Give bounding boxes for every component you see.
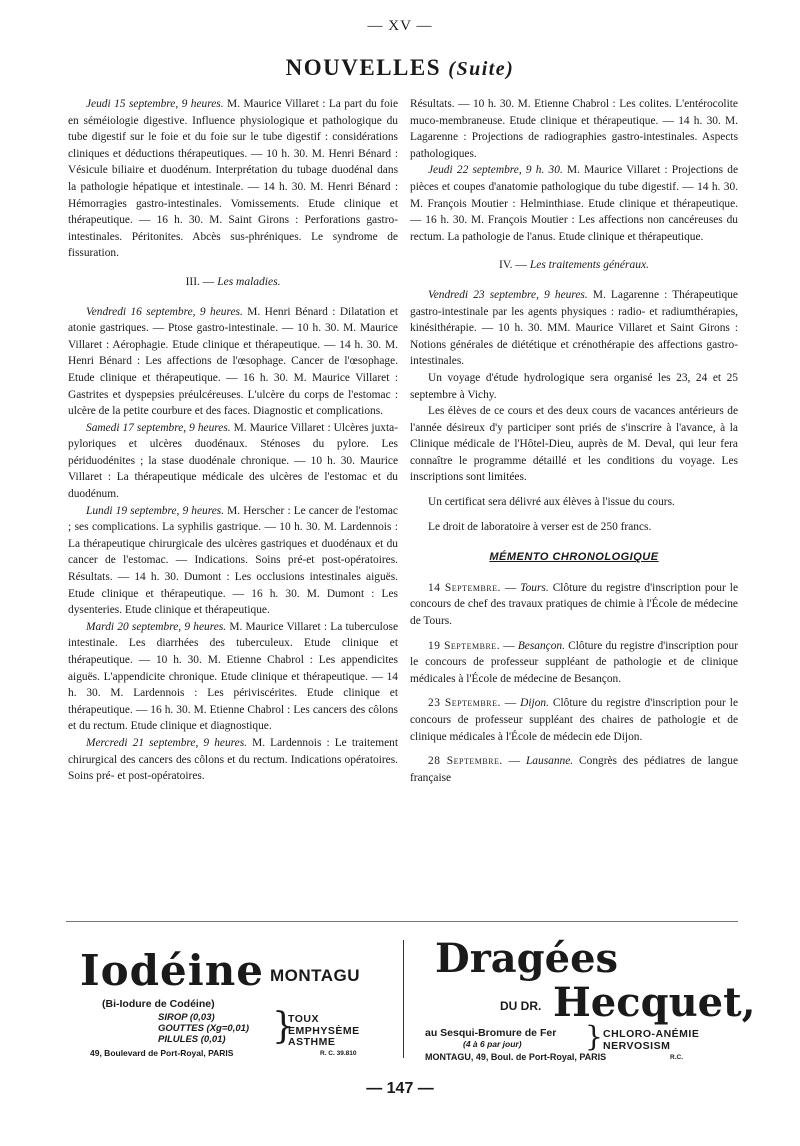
section-heading-maladies: III. — Les maladies. — [185, 275, 281, 288]
page-folio: — 147 — — [366, 1080, 434, 1097]
advertisement-rule — [66, 921, 738, 922]
left-column — [68, 96, 398, 785]
paragraph: Les élèves de ce cours et des deux cours de vacances antérieurs de l'année désireux d'y participer sont priés de s'inscrire à l'avance, à la Clinique médicale de l'Hôtel-Dieu, auprès de M. Deval, qui leur fera connaître le programme détaillé et les conditions du voyage. Les inscriptions sont limitées. — [410, 405, 738, 484]
ingredient-label: au Sesqui-Bromure de Fer — [425, 1027, 557, 1039]
memento-entry: 19 Septembre. — Besançon. Clôture du registre d'inscription pour le concours de professeur suppléant de pathologie et de clinique médicales à l'École de médecine de Besançon. — [410, 639, 738, 685]
indications-list: CHLORO-ANÉMIE NERVOSISM — [603, 1028, 700, 1052]
dose-label: (4 à 6 par jour) — [463, 1039, 522, 1049]
paragraph: Résultats. — 10 h. 30. M. Etienne Chabrol : Les colites. L'entérocolite muco-membraneuse. Etude clinique et thérapeutique. — 14 h. 30. M. Lagarenne : Projections de radiographies gastro-intestinales. Aspects pathologiques. — [410, 98, 738, 160]
paragraph: Samedi 17 septembre, 9 heures. M. Maurice Villaret : Ulcères juxta-pyloriques et ulcères duodénaux. Sténoses du pylore. Les périduodénites ; la stase duodénale chronique. — 10 h. 30. Maurice Villaret : La thérapeutique médicale des ulcères de l'estomac et du duodénum. — [68, 421, 398, 501]
registration-number: R.C. — [670, 1054, 683, 1061]
iodeine-brand: Iodéine — [80, 946, 264, 995]
page-title: NOUVELLES (Suite) — [285, 55, 515, 80]
dragees-brand: Dragées — [435, 935, 619, 982]
memento-entry: 23 Septembre. — Dijon. Clôture du registre d'inscription pour le concours de professeur suppléant des chaires de pathologie et de clinique médicales à l'École de médecin ede Dijon. — [410, 697, 739, 743]
dragees-advertisement — [425, 935, 756, 1062]
section-heading-traitements: IV. — Les traitements généraux. — [499, 259, 649, 272]
brace-icon: } — [272, 1006, 295, 1047]
hecquet-name: Hecquet, — [553, 979, 756, 1026]
advertiser-address: 49, Boulevard de Port-Royal, PARIS — [90, 1048, 234, 1058]
paragraph: Le droit de laboratoire à verser est de 250 francs. — [428, 520, 652, 533]
indications-list: TOUX EMPHYSÈME ASTHME — [288, 1013, 360, 1048]
registration-number: R. C. 39.810 — [320, 1050, 357, 1057]
du-dr-label: DU DR. — [500, 999, 542, 1013]
iodeine-advertisement — [80, 946, 380, 1058]
memento-heading: MÉMENTO CHRONOLOGIQUE — [489, 551, 659, 564]
paragraph: Vendredi 16 septembre, 9 heures. M. Henri Bénard : Dilatation et atonie gastriques. — Ptose gastro-intestinale. — 10 h. 30. M. Maurice Villaret : Aérophagie. Etude clinique et thérapeutique. — 14 h. 30. M. Henri Bénard : Les affections de l'œsophage. Cancer de l'œsophage. Etude clinique et thérapeutique. — 16 h. 30. M. Maurice Villaret : Gastrites et dyspepsies préulcéreuses. L'ulcère du corps de l'estomac : ulcère de la petite courbure et des faces. Diagnostic et complications. — [68, 305, 398, 418]
page-number-header: — XV — — [367, 18, 433, 34]
memento-entry: 14 Septembre. — Tours. Clôture du registre d'inscription pour le concours de chef des travaux pratiques de chimie à l'École de médecine de Tours. — [410, 581, 739, 628]
title-suffix: (Suite) — [448, 58, 515, 80]
paragraph: Un certificat sera délivré aux élèves à l'issue du cours. — [428, 496, 675, 509]
paragraph: Jeudi 22 septembre, 9 h. 30. M. Maurice Villaret : Projections de pièces et coupes d'anatomie pathologique du tube digestif. — 14 h. 30. M. François Moutier : Helminthiase. Etude clinique et thérapeutique. — 16 h. 30. M. François Moutier : Les affections non cancéreuses du rectum. La pathologie de l'anus. Etude clinique et thérapeutique. — [410, 164, 739, 243]
paragraph: Lundi 19 septembre, 9 heures. M. Herscher : Le cancer de l'estomac ; ses complications. La syphilis gastrique. — 10 h. 30. M. Lardennois : La thérapeutique chirurgicale des ulcères gastriques et duodénaux et du cancer de l'estomac. — Indications. Soins pré-et post-opératoires. Résultats. — 14 h. 30. Dumont : Les occlusions intestinales aiguës. Etude clinique et thérapeutique. — 16 h. 30. M. Dumont : Les dysenteries. Etude clinique et thérapeutique. — [68, 504, 398, 617]
advertisement-divider — [403, 940, 404, 1058]
brace-icon: } — [585, 1020, 603, 1053]
paragraph: Mercredi 21 septembre, 9 heures. M. Lardennois : Le traitement chirurgical des cancers des côlons et du rectum. Indications opératoires. Soins pré- et post-opératoires. — [68, 736, 398, 783]
paragraph: Mardi 20 septembre, 9 heures. M. Maurice Villaret : La tuberculose intestinale. Les diarrhées des tuberculeux. Etude clinique et thérapeutique. — 10 h. 30. M. Etienne Chabrol : Les appendicites aiguës. L'appendicite chronique. Etude clinique et thérapeutique. — 14 h. 30. M. Lardennois : Les périviscérites. Etude clinique et thérapeutique. — 16 h. 30. M. Etienne Chabrol : Les cancers des côlons et du rectum. Etude clinique et diagnostique. — [68, 620, 399, 733]
forms-list: SIROP (0,03) GOUTTES (Xg=0,01) PILULES (0,01) — [158, 1012, 250, 1045]
paragraph: Un voyage d'étude hydrologique sera organisé les 23, 24 et 25 septembre à Vichy. — [410, 371, 738, 401]
maker-name: MONTAGU — [270, 966, 361, 985]
advertiser-address: MONTAGU, 49, Boul. de Port-Royal, PARIS — [425, 1052, 607, 1062]
right-column — [410, 96, 738, 786]
paragraph: Vendredi 23 septembre, 9 heures. M. Lagarenne : Thérapeutique gastro-intestinale par les agents physiques : radio- et radiumthérapies, kinésithérapie. — 10 h. 30. MM. Maurice Villaret et Saint Girons : Notions générales de diététique et crénothérapie des affections gastro-intestinales. — [410, 288, 738, 368]
paragraph: Jeudi 15 septembre, 9 heures. M. Maurice Villaret : La part du foie en séméiologie digestive. Influence physiologique et pathologique du tube digestif sur le foie et du foie sur le tube digestif : considérations cliniques et déductions thérapeutiques. — 10 h. 30. M. Henri Bénard : Vésicule biliaire et duodénum. Interprétation du tubage duodénal dans la pathologie hépatique et intestinale. — 14 h. 30. M. Henri Bénard : Hémorragies gastro-intestinales. Vomissements. Etude clinique et thérapeutique. — 16 h. 30. M. Saint Girons : Perforations gastro-intestinales. Péritonites. Abcès sus-phréniques. Le syndrome de fissuration. — [68, 98, 398, 260]
memento-entry: 28 Septembre. — Lausanne. Congrès des pédiatres de langue française — [410, 755, 739, 784]
product-subtitle: (Bi-Iodure de Codéine) — [102, 998, 215, 1010]
